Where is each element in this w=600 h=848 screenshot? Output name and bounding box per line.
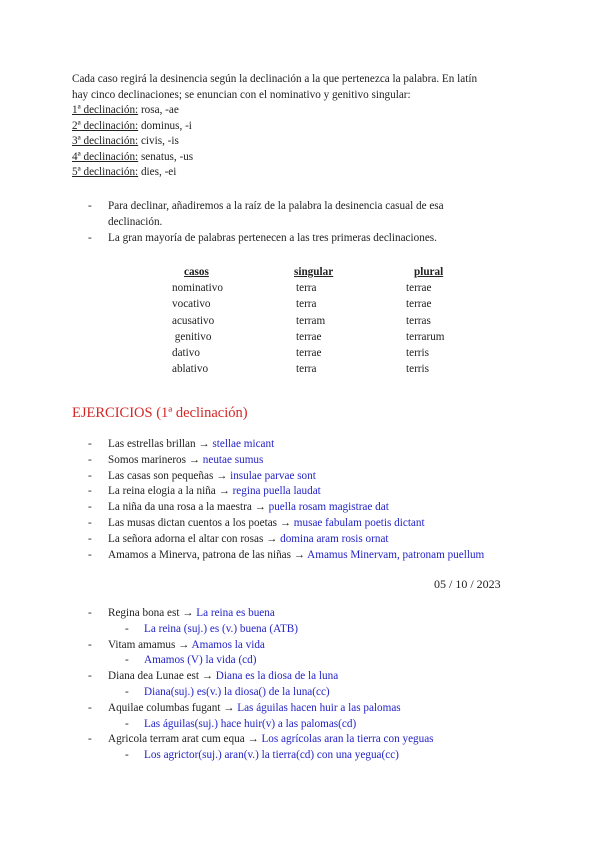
translations-list [72, 606, 542, 764]
translation-latin: Diana dea Lunae est → [108, 670, 216, 683]
exercise-latin: domina aram rosis ornat [280, 532, 389, 545]
table-cell: terris [406, 347, 429, 360]
table-row [172, 329, 494, 345]
translation-spanish: Amamos la vida [191, 638, 265, 651]
table-cell: terrarum [406, 330, 445, 343]
translation-spanish: La reina es buena [196, 607, 275, 619]
exercise-spanish: Las estrellas brillan → [108, 438, 213, 450]
table-cell: nominativo [172, 282, 223, 295]
analysis-item: - Amamos (V) la vida (cd) [72, 653, 542, 669]
column-header-plural: plural [414, 266, 444, 279]
declension-example: senatus, -us [138, 150, 194, 163]
table-cell: terrae [296, 330, 322, 343]
exercise-latin: regina puella laudat [232, 485, 321, 498]
exercise-spanish: La niña da una rosa a la maestra → [108, 501, 269, 514]
exercise-item [72, 548, 542, 564]
exercise-item [72, 500, 542, 516]
exercise-spanish: Las musas dictan cuentos a los poetas → [108, 516, 294, 529]
table-row [172, 361, 494, 377]
translation-item [72, 669, 542, 701]
exercise-item [72, 437, 542, 453]
translation-spanish: Las águilas hacen huir a las palomas [237, 701, 401, 714]
exercise-item [72, 532, 542, 548]
table-cell: terrae [406, 282, 432, 295]
date-label: 05 / 10 / 2023 [434, 577, 501, 591]
exercise-latin: neutae sumus [202, 453, 264, 466]
exercise-spanish: La reina elogia a la niña → [108, 485, 233, 498]
table-cell: terra [296, 298, 317, 311]
declension-example: dominus, -i [138, 119, 192, 132]
table-cell: terrae [296, 347, 322, 360]
table-cell: ablativo [172, 363, 209, 376]
exercise-latin: musae fabulam poetis dictant [293, 516, 425, 529]
translation-item [72, 732, 542, 764]
declension-example: rosa, -ae [138, 104, 179, 116]
table-cell: vocativo [172, 298, 211, 311]
translation-latin: Agricola terram arat cum equa → [108, 733, 262, 746]
declension-label: 4ª declinación: [72, 150, 139, 163]
translation-item [72, 638, 542, 670]
declension-line [72, 150, 542, 166]
analysis-item: - Las águilas(suj.) hace huir(v) a las palomas(cd) [72, 717, 542, 733]
table-cell: terris [406, 363, 429, 376]
table-row [172, 296, 494, 312]
declension-example: dies, -ei [138, 166, 177, 178]
exercise-spanish: Somos marineros → [108, 453, 203, 466]
exercise-spanish: La señora adorna el altar con rosas → [108, 532, 281, 545]
table-row [172, 345, 494, 361]
case-table [172, 264, 494, 377]
notes-list [72, 199, 472, 246]
exercise-item [72, 469, 542, 485]
exercises-heading: EJERCICIOS (1ª declinación) [72, 405, 248, 421]
exercise-latin: puella rosam magistrae dat [268, 501, 389, 514]
table-cell: terra [296, 282, 317, 295]
note-item: - La gran mayoría de palabras pertenecen a las tres primeras declinaciones. [72, 231, 472, 247]
exercise-spanish: Las casas son pequeñas → [108, 469, 231, 482]
table-row [172, 313, 494, 329]
table-cell: acusativo [172, 314, 215, 327]
intro-paragraph [72, 72, 542, 181]
exercise-latin: stellae micant [212, 438, 275, 450]
translation-latin: Aquilae columbas fugant → [108, 701, 238, 714]
analysis-item: - Diana(suj.) es(v.) la diosa() de la luna(cc) [72, 685, 542, 701]
table-header-row [172, 264, 494, 280]
declension-label: 3ª declinación: [72, 135, 139, 147]
declension-label: 1ª declinación: [72, 104, 139, 116]
translation-item [72, 606, 542, 638]
exercises-list [72, 437, 542, 563]
column-header-casos: casos [184, 266, 209, 279]
table-cell: terrae [406, 298, 432, 311]
translation-spanish: Diana es la diosa de la luna [215, 670, 339, 683]
intro-text-line: Cada caso regirá la desinencia según la declinación a la que pertenezca la palabra. En latín [72, 73, 478, 85]
note-item: - Para declinar, añadiremos a la raíz de la palabra la desinencia casual de esa declinación. [72, 199, 472, 231]
table-cell: terram [296, 314, 326, 327]
exercise-latin: insulae parvae sont [230, 469, 316, 482]
declension-line [72, 119, 542, 135]
exercise-item [72, 516, 542, 532]
declension-line [72, 103, 542, 119]
declension-line [72, 165, 542, 181]
table-cell: genitivo [172, 330, 212, 343]
exercise-item [72, 453, 542, 469]
translation-spanish: Los agrícolas aran la tierra con yeguas [261, 733, 434, 746]
analysis-item: - La reina (suj.) es (v.) buena (ATB) [72, 622, 542, 638]
declension-line [72, 134, 542, 150]
translation-item [72, 701, 542, 733]
exercise-item [72, 484, 542, 500]
table-cell: dativo [172, 347, 200, 360]
exercise-latin: Amamus Minervam, patronam puellum [307, 548, 485, 561]
declension-label: 2ª declinación: [72, 119, 139, 132]
table-cell: terras [406, 314, 431, 327]
table-row [172, 280, 494, 296]
exercise-spanish: Amamos a Minerva, patrona de las niñas → [108, 548, 308, 561]
declension-example: civis, -is [138, 135, 179, 147]
translation-latin: Vitam amamus → [108, 638, 192, 651]
intro-text-line: hay cinco declinaciones; se enuncian con el nominativo y genitivo singular: [72, 88, 411, 101]
analysis-item: - Los agrictor(suj.) aran(v.) la tierra(cd) con una yegua(cc) [72, 748, 542, 764]
declension-label: 5ª declinación: [72, 166, 139, 178]
table-cell: terra [296, 363, 317, 376]
translation-latin: Regina bona est → [108, 607, 197, 619]
column-header-singular: singular [294, 266, 334, 279]
